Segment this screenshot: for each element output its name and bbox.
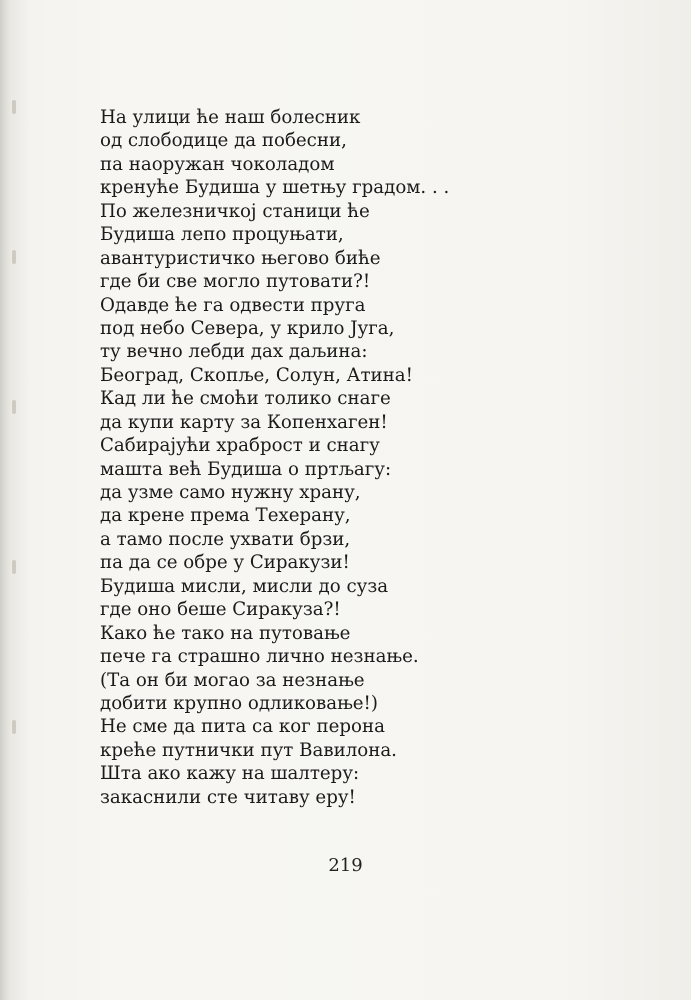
poem-line: да купи карту за Копенхаген!: [100, 411, 388, 433]
poem-line: а тамо после ухвати брзи,: [100, 528, 351, 550]
book-spine-shadow: [0, 0, 12, 1000]
poem-line: Не сме да пита са ког перона: [100, 716, 385, 738]
poem-line: да крене према Техерану,: [100, 505, 351, 527]
poem-line: Будиша мисли, мисли до суза: [100, 575, 389, 597]
poem-line: па наоружан чоколадом: [100, 153, 335, 175]
poem-line: Одавде ће га одвести пруга: [100, 294, 366, 316]
poem-line: па да се обре у Сиракузи!: [100, 552, 350, 574]
poem-line: закаснили сте читаву еру!: [100, 786, 356, 808]
poem-line: Како ће тако на путовање: [100, 622, 351, 644]
poem-line: од слободице да побесни,: [100, 130, 347, 152]
poem-line: ту вечно лебди дах даљина:: [100, 341, 368, 363]
poem-line: креће путнички пут Вавилона.: [100, 739, 397, 761]
poem-line: (Та он би могао за незнање: [100, 669, 365, 691]
poem-line: кренуће Будиша у шетњу градом. . .: [100, 177, 450, 199]
page-number: 219: [328, 855, 363, 876]
poem-line: Кад ли ће смоћи толико снаге: [100, 388, 391, 410]
binding-stitch: [12, 560, 16, 574]
poem-line: Будиша лепо процуњати,: [100, 224, 344, 246]
poem-line: Београд, Скопље, Солун, Атина!: [100, 364, 413, 386]
poem-line: да узме само нужну храну,: [100, 482, 361, 503]
poem-line: Сабирајући храброст и снагу: [100, 435, 380, 457]
poem-line: На улици ће наш болесник: [100, 107, 361, 128]
poem-text: [100, 106, 450, 809]
binding-stitch: [12, 250, 16, 264]
reverse-side-bleed-through: [600, 100, 691, 840]
poem-line: пече га страшно лично незнање.: [100, 646, 419, 668]
binding-stitch: [12, 100, 16, 114]
binding-stitch: [12, 720, 16, 734]
poem-line: Шта ако кажу на шалтеру:: [100, 763, 360, 785]
poem-line: под небо Севера, у крило Југа,: [100, 317, 395, 339]
poem-line: машта већ Будиша о пртљагу:: [100, 458, 392, 480]
binding-stitch: [12, 400, 16, 414]
poem-line: где оно беше Сиракуза?!: [100, 599, 341, 621]
poem-line: где би све могло путовати?!: [100, 271, 371, 293]
poem-line: авантуристичко његово биће: [100, 247, 381, 269]
poem-line: добити крупно одликовање!): [100, 692, 378, 714]
poem-line: По железничкој станици ће: [100, 200, 370, 222]
